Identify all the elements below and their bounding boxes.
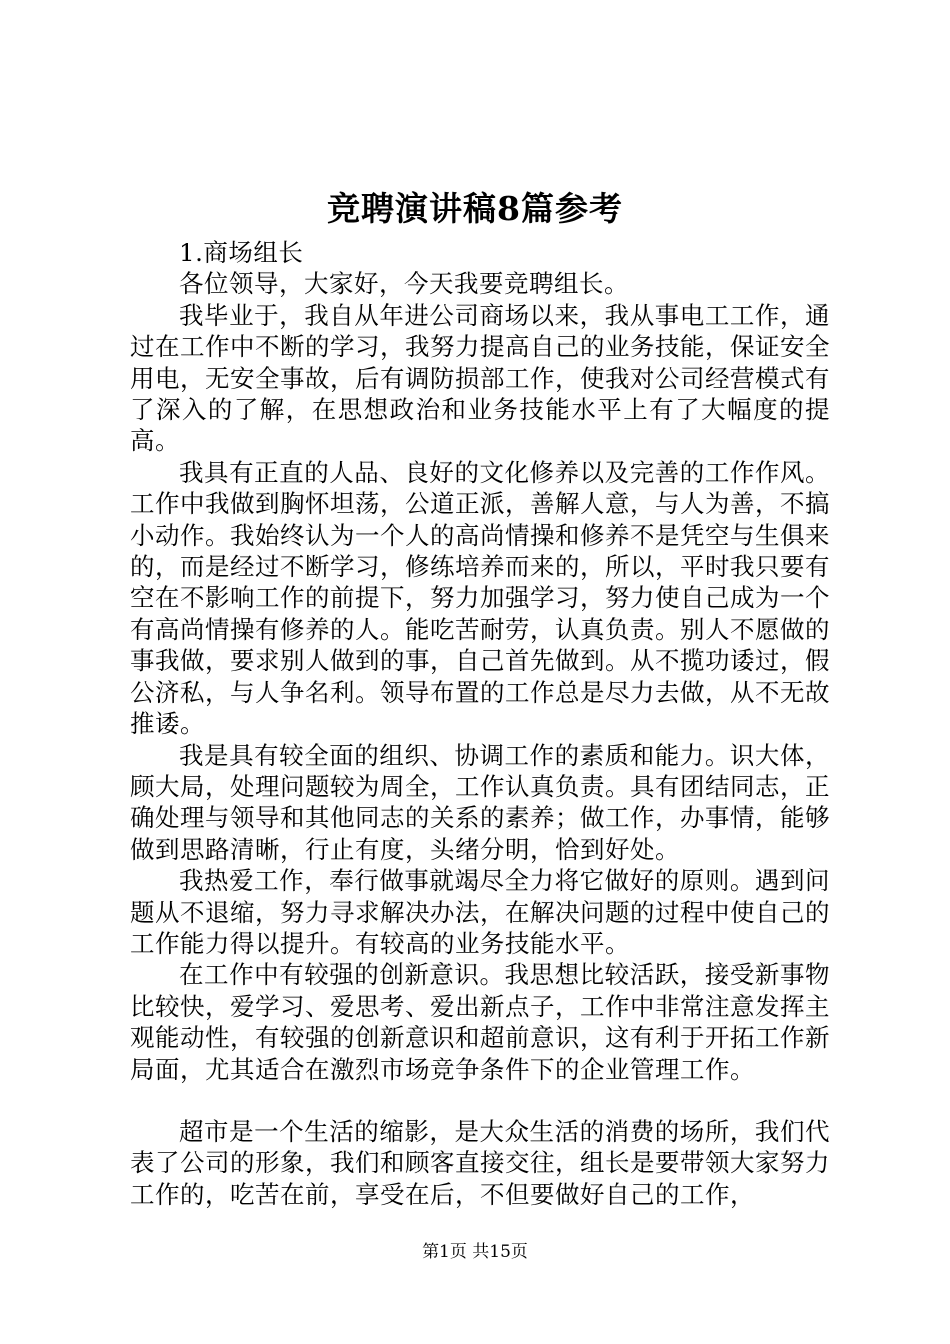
- document-body: [130, 237, 830, 1210]
- paragraph: 各位领导，大家好，今天我要竞聘组长。: [179, 269, 629, 299]
- paragraph: 我是具有较全面的组织、协调工作的素质和能力。识大体，顾大局，处理问题较为周全，工作认真负责。具有团结同志，正确处理与领导和其他同志的关系的素养；做工作，办事情，能够做到思路清晰，行止有度，头绪分明，恰到好处。: [130, 740, 830, 864]
- paragraph: 我具有正直的人品、良好的文化修养以及完善的工作作风。工作中我做到胸怀坦荡，公道正派，善解人意，与人为善，不搞小动作。我始终认为一个人的高尚情操和修养不是凭空与生俱来的，而是经过不断学习，修练培养而来的，所以，平时我只要有空在不影响工作的前提下，努力加强学习，努力使自己成为一个有高尚情操有修养的人。能吃苦耐劳，认真负责。别人不愿做的事我做，要求别人做到的事，自己首先做到。从不揽功诿过，假公济私，与人争名利。领导布置的工作总是尽力去做，从不无故推诿。: [130, 457, 830, 739]
- paragraph: 我毕业于，我自从年进公司商场以来，我从事电工工作，通过在工作中不断的学习，我努力提高自己的业务技能，保证安全用电，无安全事故，后有调防损部工作，使我对公司经营模式有了深入的了解，在思想政治和业务技能水平上有了大幅度的提高。: [130, 300, 830, 456]
- page-footer: 第1页 共15页: [422, 1242, 528, 1262]
- section-heading: 1.商场组长: [179, 238, 304, 267]
- paragraph: 我热爱工作，奉行做事就竭尽全力将它做好的原则。遇到问题从不退缩，努力寻求解决办法，在解决问题的过程中使自己的工作能力得以提升。有较高的业务技能水平。: [130, 866, 830, 958]
- document-title: 竞聘演讲稿8篇参考: [327, 189, 623, 228]
- paragraph: 在工作中有较强的创新意识。我思想比较活跃，接受新事物比较快，爱学习、爱思考、爱出新点子，工作中非常注意发挥主观能动性，有较强的创新意识和超前意识，这有利于开拓工作新局面，尤其适合在激烈市场竞争条件下的企业管理工作。: [130, 960, 830, 1084]
- paragraph: 超市是一个生活的缩影，是大众生活的消费的场所，我们代表了公司的形象，我们和顾客直接交往，组长是要带领大家努力工作的，吃苦在前，享受在后，不但要做好自己的工作，: [130, 1116, 830, 1209]
